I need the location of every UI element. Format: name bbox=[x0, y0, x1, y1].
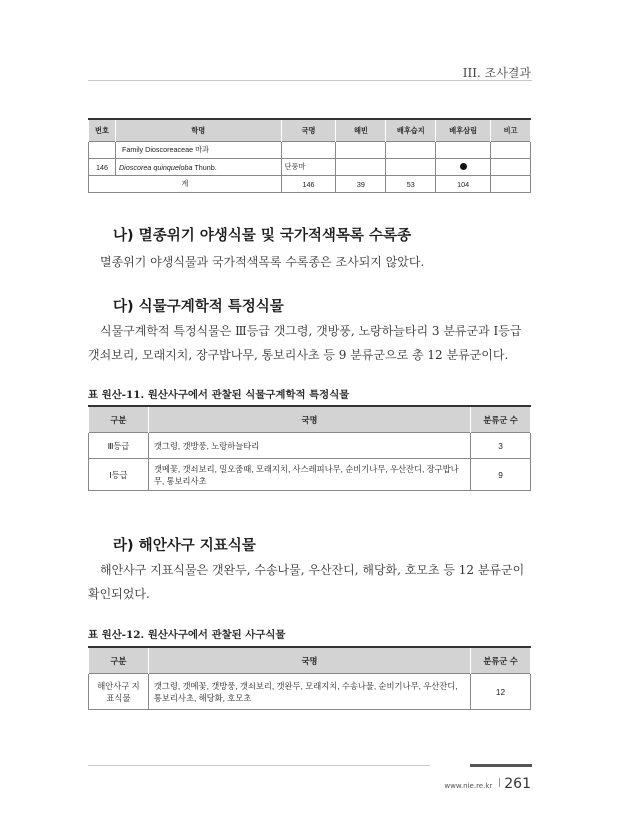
scientific-name: Dioscorea quinqueloba Thunb. bbox=[115, 159, 281, 176]
page-number: 261 bbox=[504, 776, 531, 792]
section-text-ra: 해안사구 지표식물은 갯완두, 수송나물, 우산잔디, 해당화, 호모초 등 12 분류군이 확인되었다. bbox=[88, 563, 525, 601]
col-header: 국명 bbox=[281, 119, 336, 142]
col-header: 구분 bbox=[89, 647, 149, 674]
table-header-row bbox=[89, 119, 531, 142]
total-value: 53 bbox=[386, 176, 436, 193]
presence-dot-icon bbox=[436, 159, 491, 176]
total-value: 146 bbox=[281, 176, 336, 193]
grade-cell: Ⅰ등급 bbox=[89, 459, 149, 491]
page-footer bbox=[444, 776, 531, 792]
table-row bbox=[89, 433, 531, 459]
running-header bbox=[463, 64, 531, 81]
section-heading-da: 다) 식물구계학적 특정식물 bbox=[113, 299, 284, 315]
footer-accent-bar bbox=[470, 764, 532, 767]
floristic-table bbox=[88, 405, 531, 491]
table-header-row bbox=[89, 406, 531, 433]
header-rule bbox=[88, 80, 532, 81]
col-header: 국명 bbox=[148, 406, 470, 433]
footer-rule bbox=[88, 765, 430, 766]
total-row bbox=[89, 176, 531, 193]
names-cell: 갯그령, 갯메꽃, 갯방풍, 갯쇠보리, 갯완두, 모래지치, 수송나물, 순비기나무, 우산잔디, 통보리사초, 해당화, 호모초 bbox=[148, 674, 470, 710]
row-number: 146 bbox=[89, 159, 116, 176]
col-header: 배후삼림 bbox=[436, 119, 491, 142]
family-row bbox=[89, 142, 531, 159]
footer-divider bbox=[499, 778, 500, 787]
table-row bbox=[89, 459, 531, 491]
species-table bbox=[88, 118, 531, 193]
korean-name: 단풍마 bbox=[281, 159, 336, 176]
col-header: 해빈 bbox=[336, 119, 386, 142]
section-heading-ra: 라) 해안사구 지표식물 bbox=[113, 538, 256, 554]
section-heading-na: 나) 멸종위기 야생식물 및 국가적색목록 수록종 bbox=[113, 228, 411, 244]
section-text-na: 멸종위기 야생식물과 국가적색목록 수록종은 조사되지 않았다. bbox=[100, 255, 425, 269]
count-cell: 12 bbox=[471, 674, 531, 710]
col-header: 번호 bbox=[89, 119, 116, 142]
total-value: 39 bbox=[336, 176, 386, 193]
total-value: 104 bbox=[436, 176, 491, 193]
grade-cell: Ⅲ등급 bbox=[89, 433, 149, 459]
table-caption: 표 원산-12. 원산사구에서 관찰된 사구식물 bbox=[88, 629, 286, 641]
count-cell: 9 bbox=[471, 459, 531, 491]
table-row bbox=[89, 674, 531, 710]
table-header-row bbox=[89, 647, 531, 674]
col-header: 비고 bbox=[491, 119, 531, 142]
dune-plant-table bbox=[88, 646, 531, 710]
total-label: 계 bbox=[89, 176, 282, 193]
col-header: 배후습지 bbox=[386, 119, 436, 142]
col-header: 국명 bbox=[148, 647, 470, 674]
col-header: 분류군 수 bbox=[471, 647, 531, 674]
section-text-da: 식물구계학적 특정식물은 Ⅲ등급 갯그령, 갯방풍, 노랑하늘타리 3 분류군과 Ⅰ등급 갯쇠보리, 모래지치, 장구밥나무, 통보리사초 등 9 분류군으로 총 12 분류군이다. bbox=[88, 324, 522, 362]
count-cell: 3 bbox=[471, 433, 531, 459]
footer-site: www.nie.re.kr bbox=[444, 782, 493, 790]
table-caption: 표 원산-11. 원산사구에서 관찰된 식물구계학적 특정식물 bbox=[88, 389, 350, 401]
col-header: 구분 bbox=[89, 406, 149, 433]
col-header: 분류군 수 bbox=[471, 406, 531, 433]
family-label: Family Dioscoreaceae 마과 bbox=[115, 142, 281, 159]
names-cell: 갯메꽃, 갯쇠보리, 밀오줌때, 모래지치, 사스레피나무, 순비기나무, 우산잔디, 장구밥나무, 통보리사초 bbox=[148, 459, 470, 491]
chapter-title: 조사결과 bbox=[484, 66, 531, 80]
names-cell: 갯그령, 갯방풍, 노랑하늘타리 bbox=[148, 433, 470, 459]
col-header: 학명 bbox=[115, 119, 281, 142]
group-cell: 해안사구 지표식물 bbox=[89, 674, 149, 710]
table-row bbox=[89, 159, 531, 176]
chapter-number: III. bbox=[462, 66, 481, 80]
